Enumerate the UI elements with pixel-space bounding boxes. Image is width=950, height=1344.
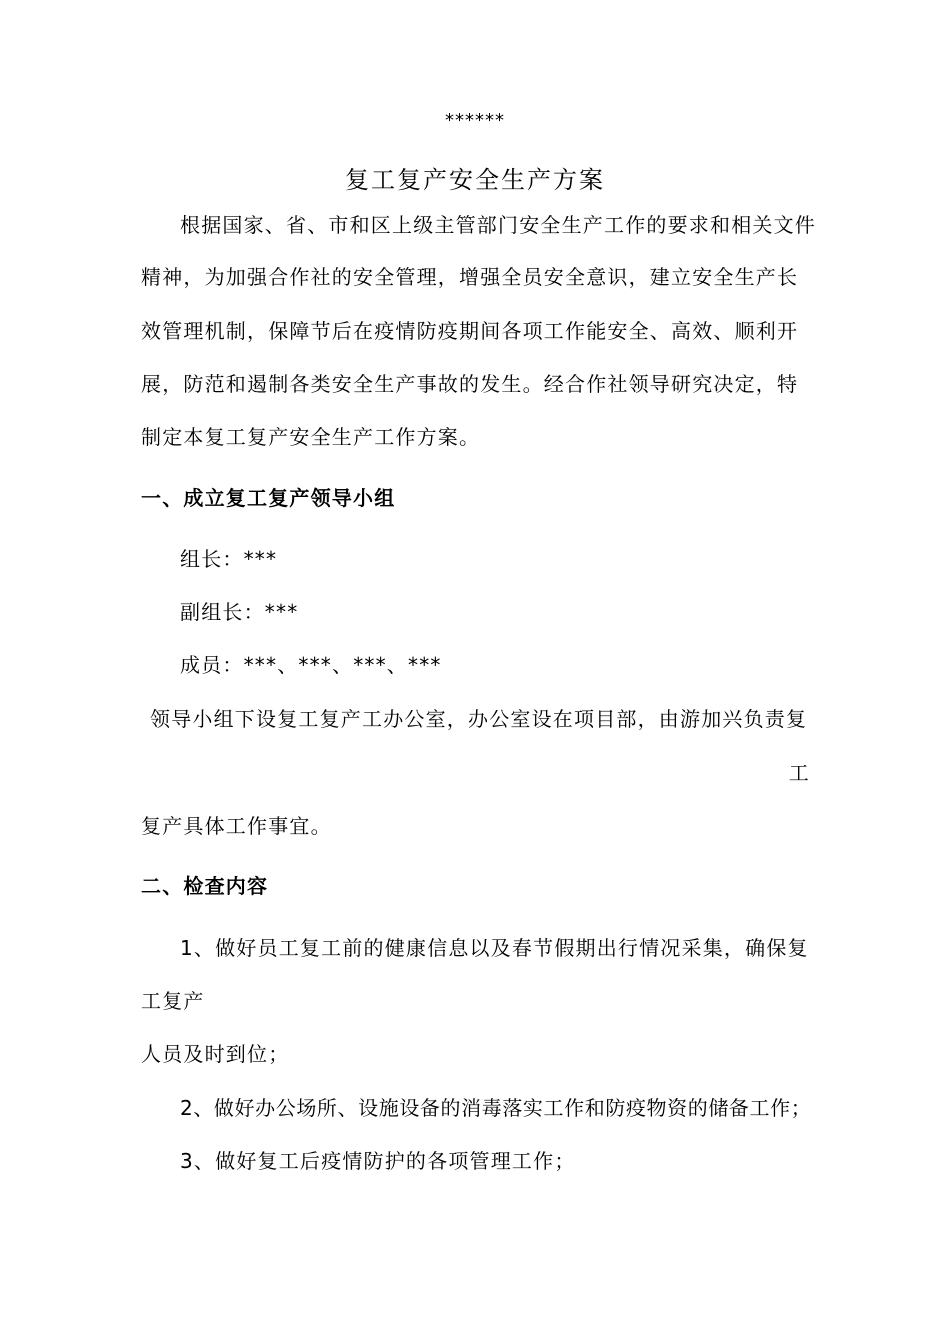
section-2-heading: 二、检查内容 [141,874,269,898]
office-line-3: 复产具体工作事宜。 [141,814,332,838]
organization-name: ****** [445,110,505,131]
intro-line-3: 效管理机制，保障节后在疫情防疫期间各项工作能安全、高效、顺利开 [141,319,799,343]
document-title: 复工复产安全生产方案 [345,166,605,194]
office-line-2: 工 [788,761,810,785]
intro-line-1: 根据国家、省、市和区上级主管部门安全生产工作的要求和相关文件 [180,213,816,237]
check-item-1-line-2: 工复产 [141,989,205,1013]
deputy-leader-line: 副组长：*** [180,600,299,624]
check-item-1-line-1: 1、做好员工复工前的健康信息以及春节假期出行情况采集，确保复 [180,936,809,960]
intro-line-5: 制定本复工复产安全生产工作方案。 [141,425,481,449]
leader-line: 组长：*** [180,547,278,571]
intro-line-4: 展，防范和遏制各类安全生产事故的发生。经合作社领导研究决定，特 [141,372,799,396]
members-line: 成员：***、***、***、*** [180,653,442,677]
check-item-2: 2、做好办公场所、设施设备的消毒落实工作和防疫物资的储备工作； [180,1096,812,1120]
section-1-heading: 一、成立复工复产领导小组 [141,486,396,510]
office-line-1: 领导小组下设复工复产工办公室，办公室设在项目部，由游加兴负责复 [150,707,808,731]
check-item-1-line-3: 人员及时到位； [141,1042,290,1066]
check-item-3: 3、做好复工后疫情防护的各项管理工作； [180,1149,576,1173]
intro-line-2: 精神，为加强合作社的安全管理，增强全员安全意识，建立安全生产长 [141,265,799,289]
